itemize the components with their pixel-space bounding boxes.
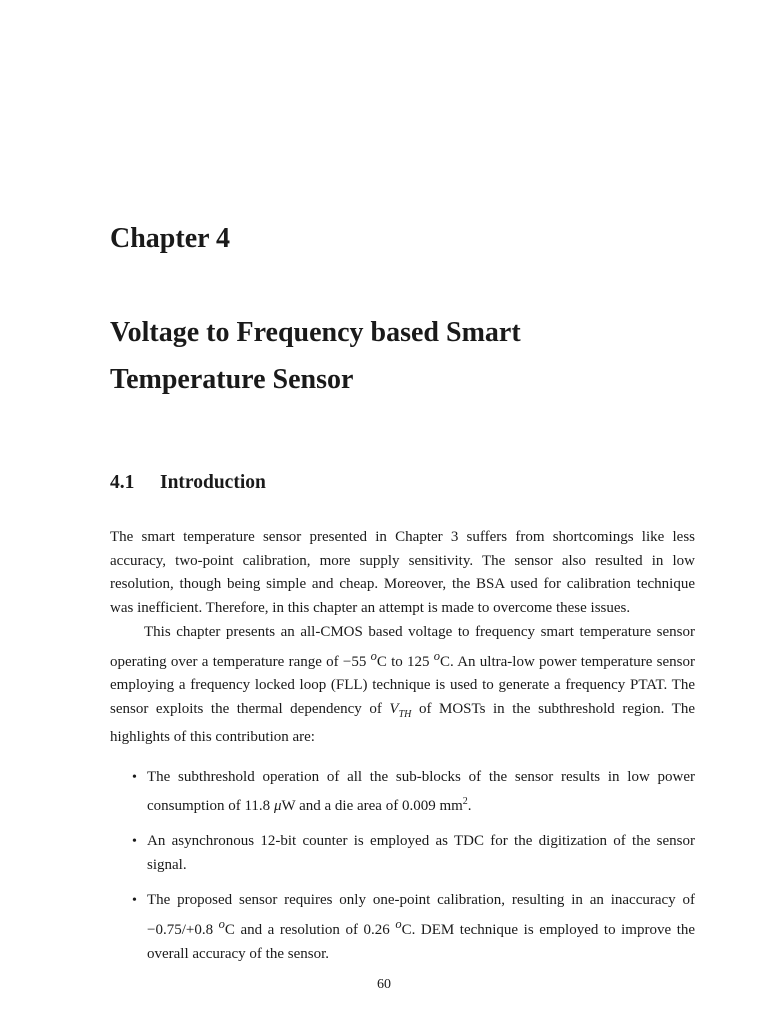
list-item-text-b: W and a die area of 0.009 mm xyxy=(281,797,463,814)
section-heading xyxy=(110,471,266,494)
section-title: Introduction xyxy=(160,472,266,493)
bullet-icon: • xyxy=(132,770,137,785)
paragraph-2-text-d: of MOSTs in the subthreshold region. The highlights of this contribution are: xyxy=(110,700,695,746)
list-item xyxy=(110,830,695,877)
list-item-text-b: C and a resolution of 0.26 xyxy=(224,921,396,938)
bullet-icon: • xyxy=(132,893,137,909)
list-item xyxy=(110,766,695,818)
list-item-text-a: The subthreshold operation of all the sub-blocks of the sensor results in low power consumption of 11.8 xyxy=(147,769,695,814)
list-item-text-c: C. DEM technique is employed to improve the overall accuracy of the sensor. xyxy=(147,921,696,962)
degree-superscript: o xyxy=(218,916,225,931)
bullet-icon: • xyxy=(132,834,137,850)
paragraph-2 xyxy=(110,621,695,750)
chapter-title-line-2: Temperature Sensor xyxy=(110,364,354,395)
math-subscript-th: TH xyxy=(398,708,412,720)
list-item-text-c: . xyxy=(467,797,472,814)
paragraph-1: The smart temperature sensor presented in Chapter 3 suffers from shortcomings like less accuracy, two-point calibration, more supply sensitivity. The sensor also resulted in low resolution, though being simple and cheap. Moreover, the BSA used for calibration technique was inefficient. Therefore, in this chapter an attempt is made to overcome these issues. xyxy=(110,529,695,616)
degree-superscript: o xyxy=(395,916,402,931)
superscript: 2 xyxy=(462,795,468,807)
chapter-title-line-1: Voltage to Frequency based Smart xyxy=(110,317,521,348)
page-number: 60 xyxy=(377,977,391,992)
paragraph-2-text-c: C. An ultra-low power temperature sensor employing a frequency locked loop (FLL) technique is used to generate a frequency PTAT. The sensor exploits the thermal dependency of xyxy=(110,653,695,717)
chapter-label: Chapter 4 xyxy=(110,223,231,254)
math-variable-v: V xyxy=(389,700,399,717)
list-item-text: An asynchronous 12-bit counter is employed as TDC for the digitization of the sensor signal. xyxy=(147,833,695,873)
degree-superscript: o xyxy=(370,648,377,663)
paragraph-2-text-b: C to 125 xyxy=(376,653,434,670)
chapter-title xyxy=(110,309,710,403)
list-item xyxy=(110,889,695,966)
list-item-text-a: The proposed sensor requires only one-point calibration, resulting in an inaccuracy of −0.75/+0.8 xyxy=(147,892,695,938)
paragraph-2-text-a: This chapter presents an all-CMOS based voltage to frequency smart temperature sensor operating over a temperature range of −55 xyxy=(110,624,695,670)
section-number: 4.1 xyxy=(110,472,135,493)
highlights-list xyxy=(110,766,695,978)
math-symbol-mu: μ xyxy=(273,797,282,814)
degree-superscript: o xyxy=(433,648,441,663)
